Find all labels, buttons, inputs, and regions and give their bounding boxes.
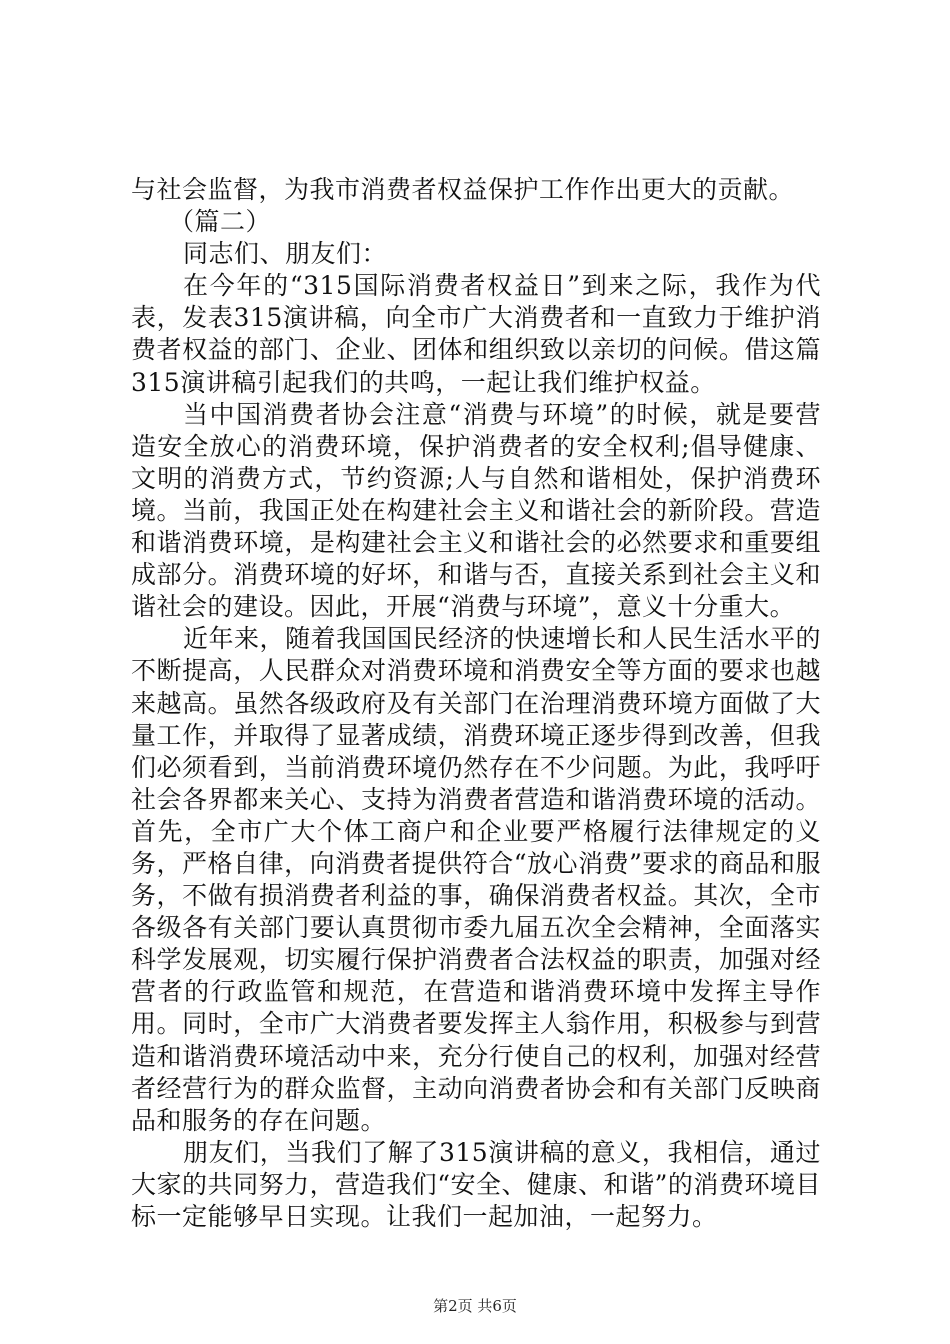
paragraph-intro: 在今年的“315国际消费者权益日”到来之际，我作为代表，发表315演讲稿，向全市广大消费者和一直致力于维护消费者权益的部门、企业、团体和组织致以亲切的问候。借这篇315演讲稿引起我们的共鸣，一起让我们维护权益。 [131, 271, 821, 397]
salutation: 同志们、朋友们： [183, 239, 388, 269]
page-number-footer: 第2页 共6页 [433, 1297, 517, 1315]
paragraph-closing: 朋友们，当我们了解了315演讲稿的意义，我相信，通过大家的共同努力，营造我们“安全、健康、和谐”的消费环境目标一定能够早日实现。让我们一起加油，一起努力。 [131, 1137, 821, 1231]
paragraph-appeal: 近年来，随着我国国民经济的快速增长和人民生活水平的不断提高，人民群众对消费环境和消费安全等方面的要求也越来越高。虽然各级政府及有关部门在治理消费环境方面做了大量工作，并取得了显著成绩，消费环境正逐步得到改善，但我们必须看到，当前消费环境仍然存在不少问题。为此，我呼吁社会各界都来关心、支持为消费者营造和谐消费环境的活动。首先，全市广大个体工商户和企业要严格履行法律规定的义务，严格自律，向消费者提供符合“放心消费”要求的商品和服务，不做有损消费者利益的事，确保消费者权益。其次，全市各级各有关部门要认真贯彻市委九届五次全会精神，全面落实科学发展观，切实履行保护消费者合法权益的职责，加强对经营者的行政监管和规范，在营造和谐消费环境中发挥主导作用。同时，全市广大消费者要发挥主人翁作用，积极参与到营造和谐消费环境活动中来，充分行使自己的权利，加强对经营者经营行为的群众监督，主动向消费者协会和有关部门反映商品和服务的存在问题。 [131, 624, 821, 1135]
document-body [131, 174, 821, 1233]
paragraph-environment: 当中国消费者协会注意“消费与环境”的时候，就是要营造安全放心的消费环境，保护消费者的安全权利;倡导健康、文明的消费方式，节约资源;人与自然和谐相处，保护消费环境。当前，我国正处在构建社会主义和谐社会的新阶段。营造和谐消费环境，是构建社会主义和谐社会的必然要求和重要组成部分。消费环境的好坏，和谐与否，直接关系到社会主义和谐社会的建设。因此，开展“消费与环境”，意义十分重大。 [131, 399, 821, 622]
paragraph-continuation: 与社会监督，为我市消费者权益保护工作作出更大的贡献。 [131, 175, 795, 204]
section-heading: （篇二） [169, 207, 272, 237]
